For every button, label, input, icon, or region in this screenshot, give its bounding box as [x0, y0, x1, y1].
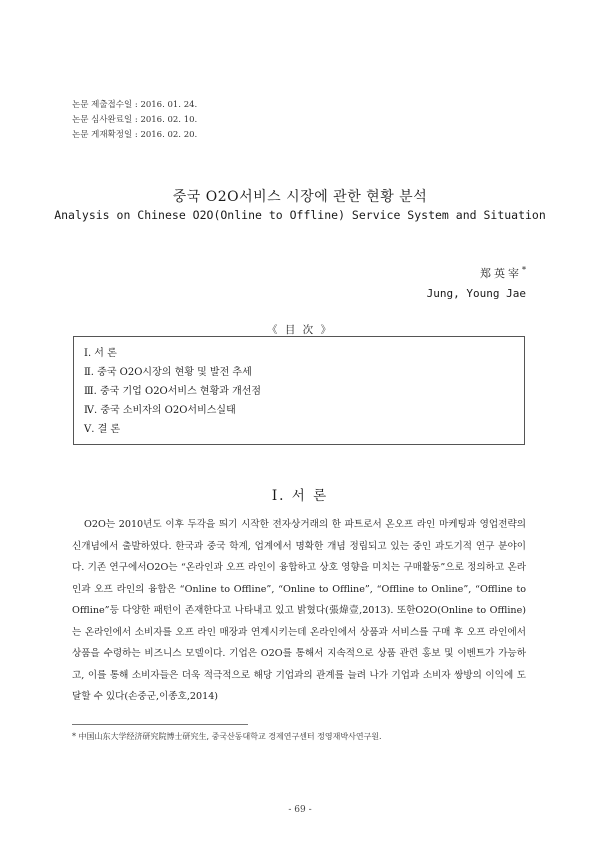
- paper-title-english: Analysis on Chinese O2O(Online to Offline) Service System and Situation: [54, 208, 546, 222]
- toc-heading: 《 目 次 》: [266, 324, 333, 336]
- body-text: [72, 514, 526, 708]
- toc-item: Ⅲ. 중국 기업 O2O서비스 현황과 개선점: [84, 386, 262, 397]
- toc-item: Ⅳ. 중국 소비자의 O2O서비스실태: [84, 405, 236, 416]
- meta-line: 논문 심사완료일 : 2016. 02. 10.: [72, 115, 198, 125]
- author-name-hanja: [480, 265, 526, 281]
- paper-title-korean: 중국 O2O서비스 시장에 관한 현황 분석: [172, 189, 428, 205]
- toc-item: Ⅱ. 중국 O2O시장의 현황 및 발전 추세: [84, 367, 252, 378]
- footnote: * 中国山东大学经济研究院博士研究生, 중국산동대학교 경제연구센터 정영재박사연구원.: [72, 732, 382, 741]
- meta-line: 논문 제출접수일 : 2016. 01. 24.: [72, 100, 198, 110]
- toc-item: Ⅴ. 결 론: [84, 424, 121, 435]
- table-of-contents: [73, 336, 525, 445]
- submission-dates: [72, 98, 197, 143]
- toc-item: Ⅰ. 서 론: [84, 348, 117, 359]
- author-footnote-mark: *: [522, 265, 526, 275]
- author-name-english: Jung, Young Jae: [426, 287, 526, 300]
- page-number: - 69 -: [288, 805, 312, 815]
- body-paragraph: O2O는 2010년도 이후 두각을 띄기 시작한 전자상거래의 한 파트로서 온오프 라인 마케팅과 영업전략의 신개념에서 출발하였다. 한국과 중국 학계, 업계에서 명확한 개념 정립되고 있는 중인 과도기적 연구 분야이다. 기존 연구에서O2O는 “온라인과 오프 라인이 융합하고 상호 영향을 미치는 구매활동”으로 정의하고 온라인과 오프 라인의 융합은 “Online to Offline”, “Online to Offline”, “Offline to Online”, “Offline to Offline”등 다양한 패턴이 존재한다고 나타내고 있고 밝혔다(張煒壹,2013). 또한O2O(Online to Offline)는 온라인에서 소비자를 오프 라인 매장과 연계시키는데 온라인에서 상품과 서비스를 구매 후 오프 라인에서 상품을 수령하는 비즈니스 모델이다. 기업은 O2O를 통해서 지속적으로 상품 관련 홍보 및 이벤트가 가능하고, 이를 통해 소비자들은 더욱 적극적으로 해당 기업과의 관계를 늘려 나가 기업과 소비자 쌍방의 이익에 도달할 수 있다(손중군,이종호,2014): [72, 519, 526, 702]
- section-heading: Ⅰ. 서 론: [271, 488, 329, 504]
- meta-line: 논문 게재확정일 : 2016. 02. 20.: [72, 130, 198, 140]
- author-hanja-text: 郑英宰: [480, 267, 522, 280]
- footnote-divider: [72, 724, 248, 725]
